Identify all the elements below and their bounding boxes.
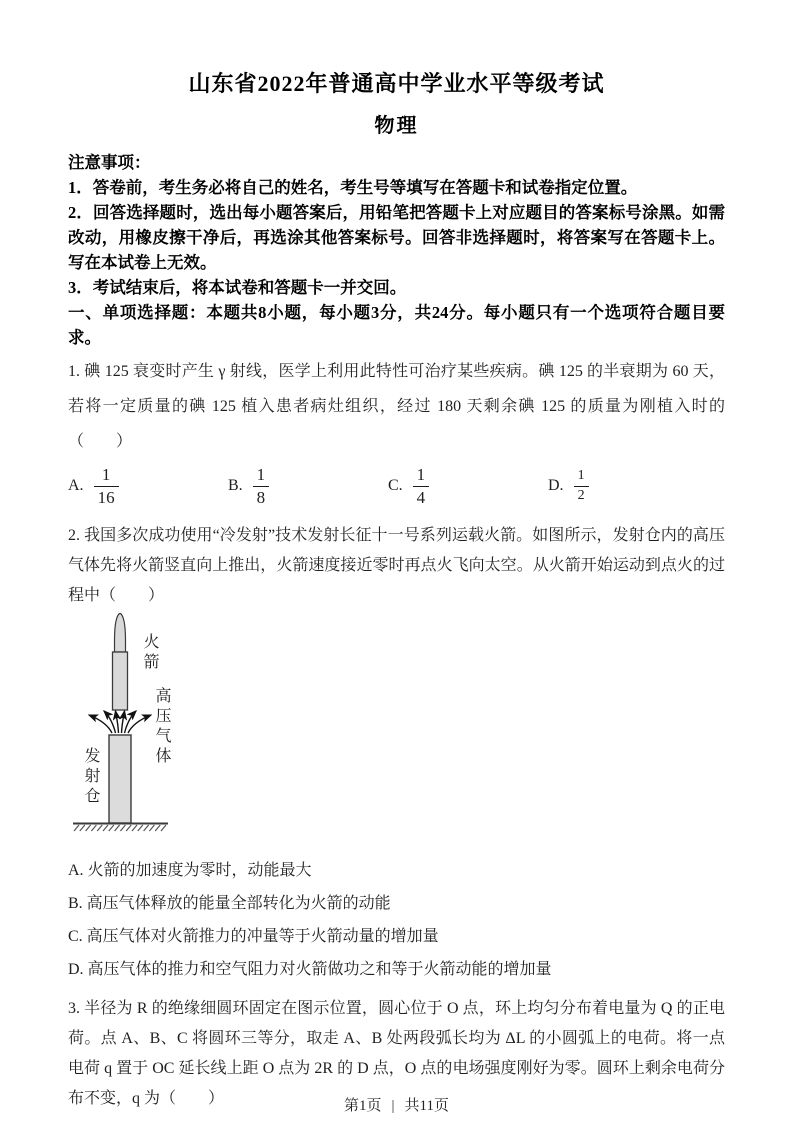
page-title: 山东省2022年普通高中学业水平等级考试 <box>188 71 605 96</box>
question-1-option-c <box>388 465 548 507</box>
fraction-denominator: 8 <box>256 487 266 507</box>
question-2-options <box>68 861 725 980</box>
launch-tube-shape <box>109 735 131 823</box>
page-total: 共11页 <box>404 1098 449 1114</box>
notice-item-1: 1．答卷前，考生务必将自己的姓名，考生号等填写在答题卡和试卷指定位置。 <box>68 178 638 197</box>
fraction-denominator: 16 <box>97 487 115 507</box>
question-1-text: 1. 碘 125 衰变时产生 γ 射线，医学上利用此特性可治疗某些疾病。碘 125 的半衰期为 60 天，若将一定质量的碘 125 植入患者病灶组织，经过 180 天剩余碘 125 的质量为刚植入时的（ ） <box>68 363 725 450</box>
fraction-denominator: 4 <box>416 487 426 507</box>
option-c-label: C. <box>388 477 403 494</box>
notice-item-2: 2．回答选择题时，选出每小题答案后，用铅笔把答题卡上对应题目的答案标号涂黑。如需改动，用橡皮擦干净后，再选涂其他答案标号。回答非选择题时，将答案写在答题卡上。写在本试卷上无效。 <box>68 203 725 272</box>
rocket-launch-diagram <box>68 611 288 839</box>
question-2-option-a: A. 火箭的加速度为零时，动能最大 <box>68 862 312 879</box>
option-c-fraction <box>413 465 430 507</box>
ground-hatching <box>74 825 166 831</box>
option-b-label: B. <box>228 477 243 494</box>
option-a-fraction <box>94 465 119 507</box>
question-1-option-d <box>548 468 708 503</box>
fraction-numerator: 1 <box>413 465 430 487</box>
option-b-fraction <box>253 465 270 507</box>
silo-label: 发射仓 <box>82 747 99 807</box>
page-footer <box>0 1094 793 1115</box>
question-2-option-d: D. 高压气体的推力和空气阻力对火箭做功之和等于火箭动能的增加量 <box>68 961 552 978</box>
fraction-numerator: 1 <box>253 465 270 487</box>
option-d-fraction <box>574 468 589 503</box>
question-1-option-b <box>228 465 388 507</box>
rocket-body-shape <box>113 652 128 710</box>
question-2-option-b: B. 高压气体释放的能量全部转化为火箭的动能 <box>68 895 391 912</box>
question-1-options <box>68 461 725 511</box>
footer-separator: | <box>391 1098 395 1114</box>
option-a-label: A. <box>68 477 84 494</box>
page-number: 第1页 <box>344 1098 382 1114</box>
question-1-option-a <box>68 465 228 507</box>
fraction-numerator: 1 <box>574 468 589 486</box>
notice-heading: 注意事项： <box>68 153 151 172</box>
rocket-label: 火箭 <box>141 633 158 673</box>
question-3-text: 3. 半径为 R 的绝缘细圆环固定在图示位置，圆心位于 O 点，环上均匀分布着电量为 Q 的正电荷。点 A、B、C 将圆环三等分，取走 A、B 处两段弧长均为 ΔL 的小圆弧上的电荷。将一点电荷 q 置于 OC 延长线上距 O 点为 2R 的 D 点，O 点的电场强度刚好为零。圆环上剩余电荷分布不变，q 为（ ） <box>68 1000 725 1107</box>
fraction-denominator: 2 <box>577 487 585 503</box>
rocket-nose-shape <box>115 614 126 653</box>
subject-title: 物理 <box>374 115 419 137</box>
fraction-numerator: 1 <box>94 465 119 487</box>
section-1-heading: 一、单项选择题：本题共8小题，每小题3分，共24分。每小题只有一个选项符合题目要求。 <box>68 303 725 347</box>
option-d-label: D. <box>548 477 564 494</box>
question-2-text: 2. 我国多次成功使用“冷发射”技术发射长征十一号系列运载火箭。如图所示，发射仓内的高压气体先将火箭竖直向上推出，火箭速度接近零时再点火飞向太空。从火箭开始运动到点火的过程中（ ） <box>68 527 725 604</box>
question-2-option-c: C. 高压气体对火箭推力的冲量等于火箭动量的增加量 <box>68 928 439 945</box>
gas-arrows <box>89 711 151 733</box>
rocket-diagram-svg <box>68 611 288 839</box>
notice-item-3: 3．考试结束后，将本试卷和答题卡一并交回。 <box>68 278 407 297</box>
gas-label: 高压气体 <box>153 687 170 767</box>
